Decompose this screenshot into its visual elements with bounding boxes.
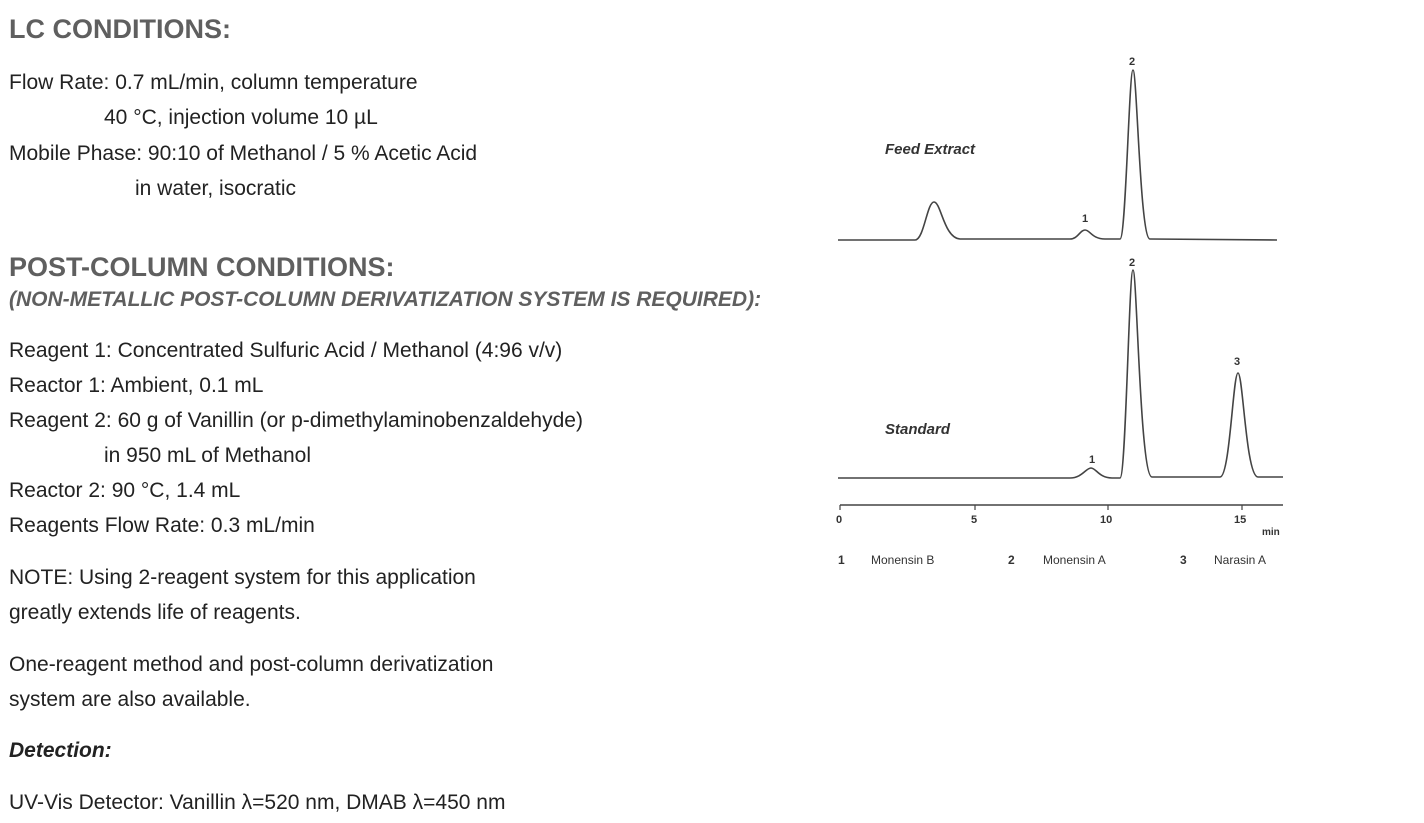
peak-label-1-feed: 1 (1082, 213, 1089, 225)
legend-name-2: Monensin A (1043, 553, 1106, 567)
detection-heading: Detection: (9, 739, 112, 762)
legend-num-3: 3 (1180, 553, 1187, 567)
peak-label-2-feed: 2 (1129, 56, 1136, 68)
legend-num-1: 1 (838, 553, 845, 567)
note-line-1: NOTE: Using 2-reagent system for this application (9, 566, 476, 589)
post-column-subheading: (NON-METALLIC POST-COLUMN DERIVATIZATION SYSTEM IS REQUIRED): (9, 288, 762, 311)
x-tick-label-5: 5 (971, 514, 978, 526)
reactor2: Reactor 2: 90 °C, 1.4 mL (9, 479, 241, 502)
reactor1: Reactor 1: Ambient, 0.1 mL (9, 374, 264, 397)
chromatogram-figure (820, 40, 1300, 580)
lc-mobile-phase-cont: in water, isocratic (135, 177, 297, 200)
standard-label: Standard (885, 421, 951, 438)
x-tick-label-15: 15 (1234, 514, 1247, 526)
peak-label-2-std: 2 (1129, 257, 1136, 269)
alt-method-line-2: system are also available. (9, 688, 251, 711)
lc-heading: LC CONDITIONS: (9, 14, 231, 44)
standard-trace (838, 270, 1283, 478)
reagent2-cont: in 950 mL of Methanol (104, 444, 312, 467)
note-line-2: greatly extends life of reagents. (9, 601, 301, 624)
reagent2: Reagent 2: 60 g of Vanillin (or p-dimethylaminobenzaldehyde) (9, 409, 583, 432)
alt-method-line-1: One-reagent method and post-column derivatization (9, 653, 494, 676)
reagent1: Reagent 1: Concentrated Sulfuric Acid / Methanol (4:96 v/v) (9, 339, 563, 362)
detector-line: UV-Vis Detector: Vanillin λ=520 nm, DMAB λ=450 nm (9, 791, 506, 814)
reagents-flow-rate: Reagents Flow Rate: 0.3 mL/min (9, 514, 315, 537)
peak-label-1-std: 1 (1089, 454, 1096, 466)
lc-flow-rate-cont: 40 °C, injection volume 10 µL (104, 106, 378, 129)
legend-name-3: Narasin A (1214, 553, 1267, 567)
x-tick-label-0: 0 (836, 514, 843, 526)
lc-mobile-phase: Mobile Phase: 90:10 of Methanol / 5 % Acetic Acid (9, 142, 478, 165)
x-axis-unit: min (1262, 527, 1280, 538)
post-column-heading: POST-COLUMN CONDITIONS: (9, 252, 395, 282)
legend-num-2: 2 (1008, 553, 1015, 567)
legend-name-1: Monensin B (871, 553, 935, 567)
feed-extract-label: Feed Extract (885, 141, 976, 158)
peak-label-3-std: 3 (1234, 356, 1241, 368)
x-tick-label-10: 10 (1100, 514, 1113, 526)
lc-flow-rate: Flow Rate: 0.7 mL/min, column temperature (9, 71, 418, 94)
